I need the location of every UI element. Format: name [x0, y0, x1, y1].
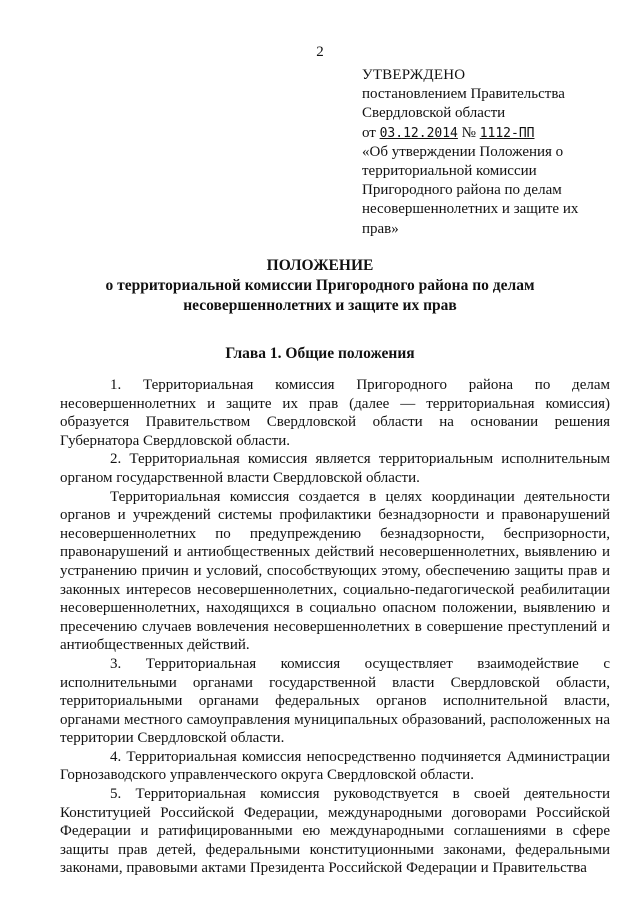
document-subtitle-line: о территориальной комиссии Пригородного района по делам: [105, 277, 535, 294]
paragraph: 4. Территориальная комиссия непосредственно подчиняется Администрации Горнозаводского управленческого округа Свердловской области.: [60, 748, 610, 784]
approval-line: Свердловской области: [362, 105, 506, 122]
paragraph: 5. Территориальная комиссия руководствуется в своей деятельности Конституцией Российской Федерации, международными договорами Российской Федерации и ратифицированными ею международными соглашениями в сфере защиты прав детей, федеральными конституционными законами, федеральными законами, правовыми актами Президента Российской Федерации и Правительства: [60, 786, 610, 877]
paragraph: Территориальная комиссия создается в целях координации деятельности органов и учреждений системы профилактики безнадзорности и правонарушений несовершеннолетних по предупреждению безнадзорности, беспризорности, правонарушений и антиобщественных действий несовершеннолетних, выявлению и устранению причин и условий, способствующих этому, обеспечению защиты прав и законных интересов несовершеннолетних, социально-педагогической реабилитации несовершеннолетних, находящихся в социально опасном положении, выявлению и пресечению случаев вовлечения несовершеннолетних в совершение преступлений и антиобщественных действий.: [60, 488, 610, 654]
document-title: ПОЛОЖЕНИЕ: [266, 257, 374, 274]
date-prefix: от: [362, 124, 376, 141]
paragraph: 1. Территориальная комиссия Пригородного района по делам несовершеннолетних и защите их прав (далее — территориальная комиссия) образуется Правительством Свердловской области на основании решения Губернатора Свердловской области.: [60, 377, 610, 449]
page-number: 2: [316, 44, 324, 60]
approval-line: прав»: [362, 220, 399, 237]
paragraph: 2. Территориальная комиссия является территориальным исполнительным органом государственной власти Свердловской области.: [60, 451, 610, 486]
approval-line: несовершеннолетних и защите их: [362, 201, 579, 218]
approval-line: территориальной комиссии: [362, 163, 537, 180]
paragraph: 3. Территориальная комиссия осуществляет взаимодействие с исполнительными органами государственной власти Свердловской области, территориальными органами федеральных органов исполнительной власти, органами местного самоуправления муниципальных образований, расположенных на территории Свердловской области.: [60, 655, 610, 747]
document-title-block: [0, 256, 640, 316]
approval-line: «Об утверждении Положения о: [362, 143, 564, 160]
approval-number: 1112-ПП: [479, 125, 535, 141]
approval-date: 03.12.2014: [379, 125, 458, 141]
approval-line: постановлением Правительства: [362, 86, 565, 103]
approval-block: [362, 66, 622, 239]
document-subtitle-line: несовершеннолетних и защите их прав: [183, 297, 457, 314]
document-body: [60, 376, 610, 878]
chapter-heading: Глава 1. Общие положения: [225, 345, 415, 362]
approval-title: УТВЕРЖДЕНО: [362, 67, 466, 83]
approval-date-line: [362, 124, 622, 143]
approval-line: Пригородного района по делам: [362, 182, 562, 199]
number-prefix: №: [461, 124, 476, 141]
